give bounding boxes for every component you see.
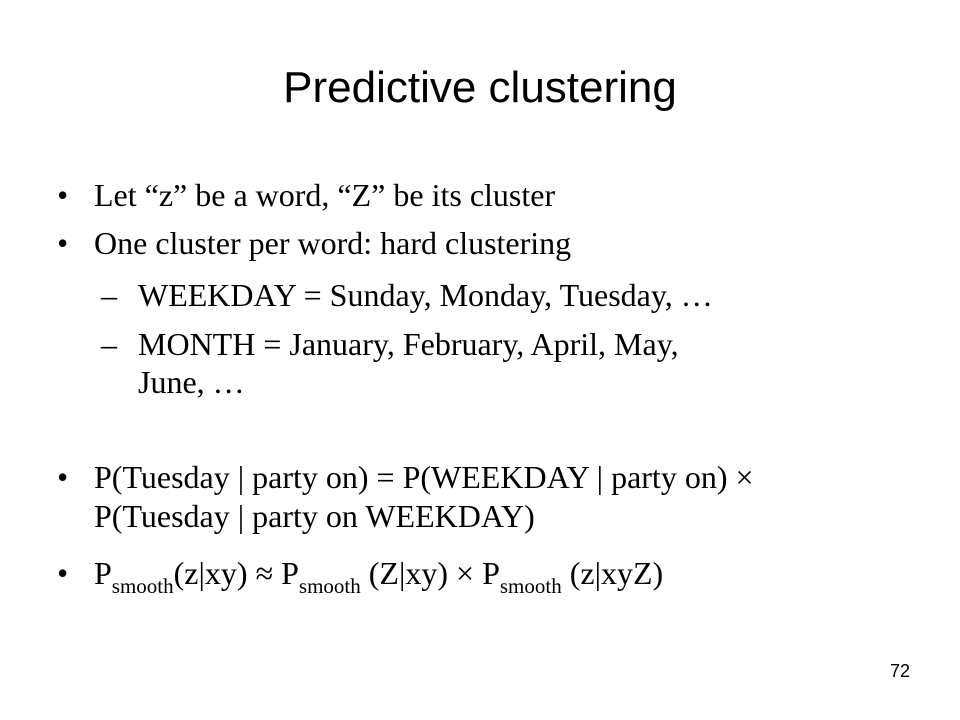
bullet-icon: • (57, 177, 69, 213)
dash-icon: – (101, 277, 117, 313)
sub-bullet-month-line1: MONTH = January, February, April, May, (138, 326, 679, 362)
formula-text: (z|xy) ≈ P (173, 555, 299, 591)
sub-bullet-weekday: WEEKDAY = Sunday, Monday, Tuesday, … (138, 277, 713, 313)
bullet-text-probability-line1: P(Tuesday | party on) = P(WEEKDAY | party on) × (94, 459, 754, 495)
sub-bullet-month-line2: June, … (138, 364, 245, 400)
dash-icon: – (101, 326, 117, 362)
formula-subscript: smooth (111, 574, 174, 598)
formula-text: (Z|xy) × P (360, 555, 500, 591)
bullet-text-smooth-formula (94, 554, 663, 596)
bullet-icon: • (57, 555, 69, 591)
slide-title: Predictive clustering (283, 63, 677, 112)
bullet-icon: • (57, 459, 69, 495)
bullet-text-word-cluster: Let “z” be a word, “Z” be its cluster (94, 177, 556, 213)
page-number: 72 (889, 661, 911, 681)
bullet-text-probability-line2: P(Tuesday | party on WEEKDAY) (94, 498, 535, 534)
bullet-text-hard-clustering: One cluster per word: hard clustering (94, 225, 572, 261)
bullet-icon: • (57, 225, 69, 261)
formula-subscript: smooth (298, 574, 361, 598)
formula-text: P (94, 555, 112, 591)
formula-subscript: smooth (499, 574, 562, 598)
formula-text: (z|xyZ) (561, 555, 664, 591)
